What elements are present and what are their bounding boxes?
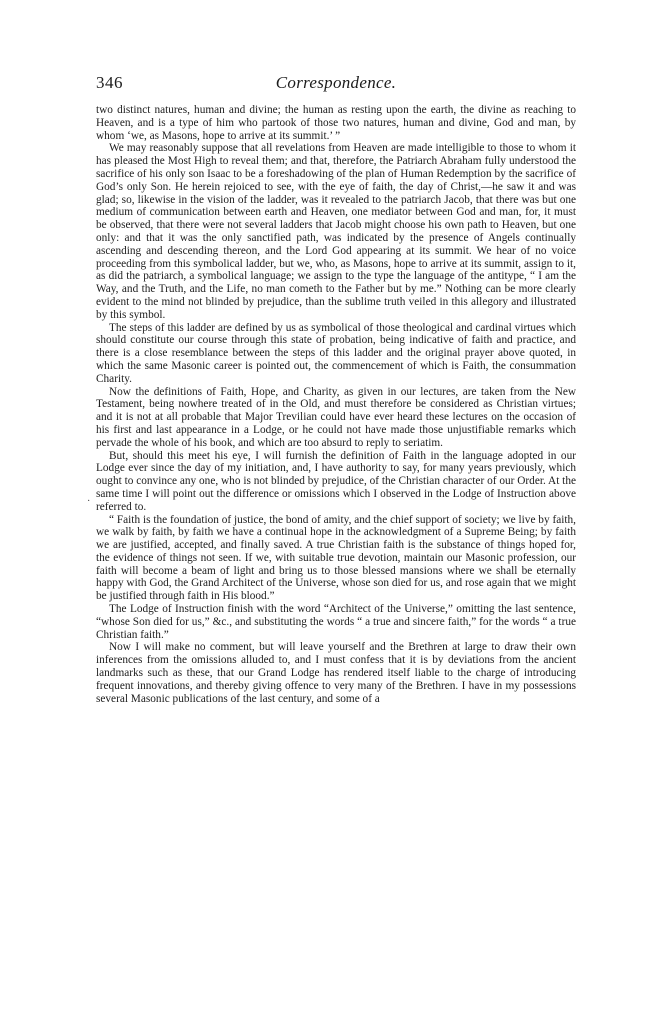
page-number: 346 [96, 73, 123, 92]
paragraph: Now I will make no comment, but will leave yourself and the Brethren at large to draw their own inferences from the omissions alluded to, and I must confess that it is by deviations from the ancient landmarks such as these, that our Grand Lodge has rendered itself liable to the charge of introducing frequent innovations, and thereby giving offence to very many of the Brethren. I have in my possessions several Masonic publications of the last century, and some of a [96, 641, 576, 705]
paragraph-continued: two distinct natures, human and divine; the human as resting upon the earth, the divine as reaching to Heaven, and is a type of him who partook of those two natures, human and divine, God and man, by whom ‘we, as Masons, hope to arrive at its summit.’ ” [96, 104, 576, 142]
quoted-definition-paragraph: “ Faith is the foundation of justice, the bond of amity, and the chief support of society; we live by faith, we walk by faith, by faith we have a continual hope in the acknowledgment of a Supreme Being; by faith we are justified, accepted, and finally saved. A true Christian faith is the substance of things hoped for, the evidence of things not seen. If we, with suitable true devotion, maintain our Masonic profession, our faith will become a beam of light and bring us to those blessed mansions where we shall be eternally happy with God, the Grand Architect of the Universe, whose son died for us, and rose again that we might be justified through faith in His blood.” [96, 513, 577, 603]
paragraph: The Lodge of Instruction finish with the word “Architect of the Universe,” omitting the last sentence, “whose Son died for us,” &c., and substituting the words “ a true and sincere faith,” for the words “ a true Christian faith.” [96, 603, 576, 641]
margin-mark: · [87, 496, 91, 507]
paragraph: Now the definitions of Faith, Hope, and Charity, as given in our lectures, are taken from the New Testament, being nowhere treated of in the Old, and must therefore be considered as Christian virtues; and it is not at all probable that Major Trevilian could have ever heard these lectures on the occasion of his first and last appearance in a Lodge, or he could not have made those unjustifiable remarks which pervade the whole of his book, and which are too absurd to reply to seriatim. [96, 385, 576, 449]
paragraph: But, should this meet his eye, I will furnish the definition of Faith in the language adopted in our Lodge ever since the day of my initiation, and, I have authority to say, for many years previously, which ought to convince any one, who is not blinded by prejudice, of the Christian character of our Order. At the same time I will point out the difference or omissions which I observed in the Lodge of Instruction above referred to. [96, 449, 576, 513]
paragraph: The steps of this ladder are defined by us as symbolical of those theological and cardinal virtues which should constitute our course through this state of probation, being indicative of faith and practice, and there is a close resemblance between the steps of this ladder and the original prayer above quoted, in which the same Masonic career is pointed out, the commencement of which is Faith, the consummation Charity. [96, 321, 576, 385]
page-header [96, 73, 576, 97]
running-head: Correspondence. [275, 73, 397, 92]
paragraph: We may reasonably suppose that all revelations from Heaven are made intelligible to those to whom it has pleased the Most High to reveal them; and that, therefore, the Patriarch Abraham fully understood the sacrifice of his only son Isaac to be a foreshadowing of the plan of Human Redemption by the sacrifice of God’s only Son. He herein rejoiced to see, with the eye of faith, the day of Christ,—he saw it and was glad; so, likewise in the vision of the ladder, was it revealed to the patriarch Jacob, that there was but one medium of communication between earth and Heaven, one mediator between God and man, for, it must be observed, that there were not several ladders that Jacob might choose his own path to Heaven, but one only: and that it was the only sanctified path, was indicated by the presence of Angels continually ascending and descending thereon, and the Lord God appearing at its summit. We hear of no voice proceeding from this symbolical ladder, but we, who, as Masons, hope to arrive at its summit, assign to it, as did the patriarch, a symbolical language; we assign to the type the language of the antitype, “ I am the Way, and the Truth, and the Life, no man cometh to the Father but by me.” Nothing can be more clearly evident to the mind not blinded by prejudice, than the sublime truth veiled in this allegory and illustrated by this symbol. [96, 142, 576, 321]
article-body [96, 104, 576, 705]
